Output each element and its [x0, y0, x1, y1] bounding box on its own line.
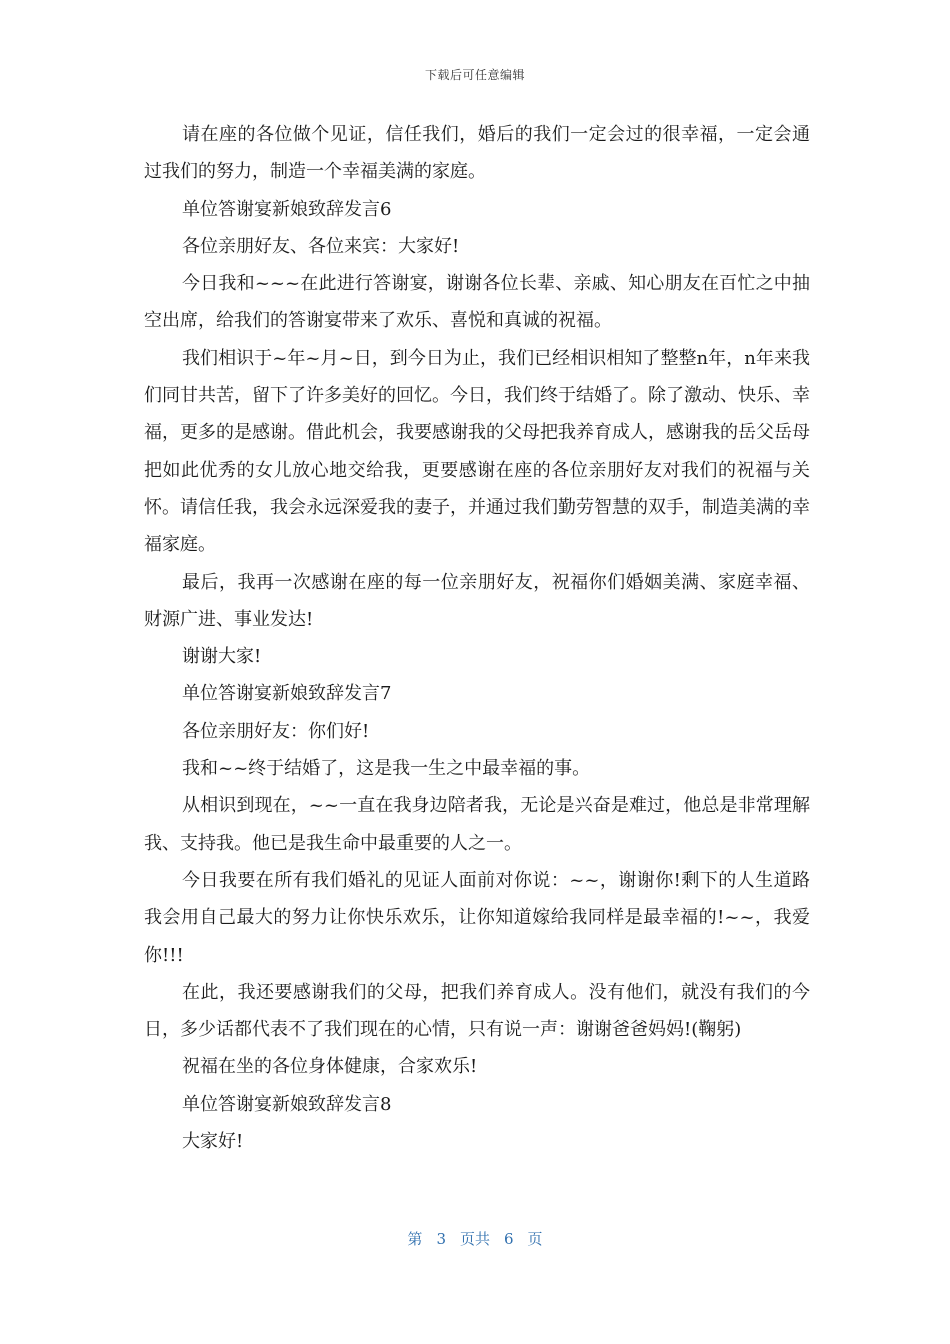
- section-heading: 单位答谢宴新娘致辞发言6: [182, 198, 392, 220]
- paragraph: 大家好!: [182, 1131, 244, 1153]
- paragraph: 各位亲朋好友：你们好!: [182, 720, 370, 742]
- paragraph: 谢谢大家!: [182, 646, 262, 668]
- total-page-number: 6: [504, 1230, 514, 1248]
- paragraph: 从相识到现在，~~一直在我身边陪者我，无论是兴奋是难过，他总是非常理解我、支持我。他已是我生命中最重要的人之一。: [144, 795, 810, 854]
- footer-prefix: 第: [407, 1230, 423, 1248]
- paragraph: 最后，我再一次感谢在座的每一位亲朋好友，祝福你们婚姻美满、家庭幸福、财源广进、事业发达!: [144, 571, 810, 630]
- document-body: [144, 116, 810, 1160]
- current-page-number: 3: [436, 1230, 446, 1248]
- page-header: 下载后可任意编辑: [424, 68, 525, 82]
- paragraph: 在此，我还要感谢我们的父母，把我们养育成人。没有他们，就没有我们的今日，多少话都代表不了我们现在的心情，只有说一声：谢谢爸爸妈妈!(鞠躬): [144, 981, 810, 1041]
- paragraph: 今日我和~~~在此进行答谢宴，谢谢各位长辈、亲戚、知心朋友在百忙之中抽空出席，给我们的答谢宴带来了欢乐、喜悦和真诚的祝福。: [144, 273, 810, 332]
- footer-suffix: 页: [527, 1230, 543, 1248]
- page-number-footer: [0, 1228, 950, 1249]
- footer-middle: 页共: [459, 1230, 490, 1248]
- paragraph: 今日我要在所有我们婚礼的见证人面前对你说：~~，谢谢你!剩下的人生道路我会用自己最大的努力让你快乐欢乐，让你知道嫁给我同样是最幸福的!~~，我爱你!!!: [144, 869, 810, 966]
- paragraph: 请在座的各位做个见证，信任我们，婚后的我们一定会过的很幸福，一定会通过我们的努力，制造一个幸福美满的家庭。: [144, 124, 810, 183]
- section-heading: 单位答谢宴新娘致辞发言8: [182, 1093, 392, 1115]
- section-heading: 单位答谢宴新娘致辞发言7: [182, 683, 392, 705]
- paragraph: 各位亲朋好友、各位来宾：大家好!: [182, 235, 460, 257]
- paragraph: 我和~~终于结婚了，这是我一生之中最幸福的事。: [182, 758, 591, 780]
- paragraph: 祝福在坐的各位身体健康，合家欢乐!: [182, 1056, 478, 1078]
- paragraph: 我们相识于~年~月~日，到今日为止，我们已经相识相知了整整n年，n年来我们同甘共苦，留下了许多美好的回忆。今日，我们终于结婚了。除了激动、快乐、幸福，更多的是感谢。借此机会，我要感谢我的父母把我养育成人，感谢我的岳父岳母把如此优秀的女儿放心地交给我，更要感谢在座的各位亲朋好友对我们的祝福与关怀。请信任我，我会永远深爱我的妻子，并通过我们勤劳智慧的双手，制造美满的幸福家庭。: [144, 347, 810, 556]
